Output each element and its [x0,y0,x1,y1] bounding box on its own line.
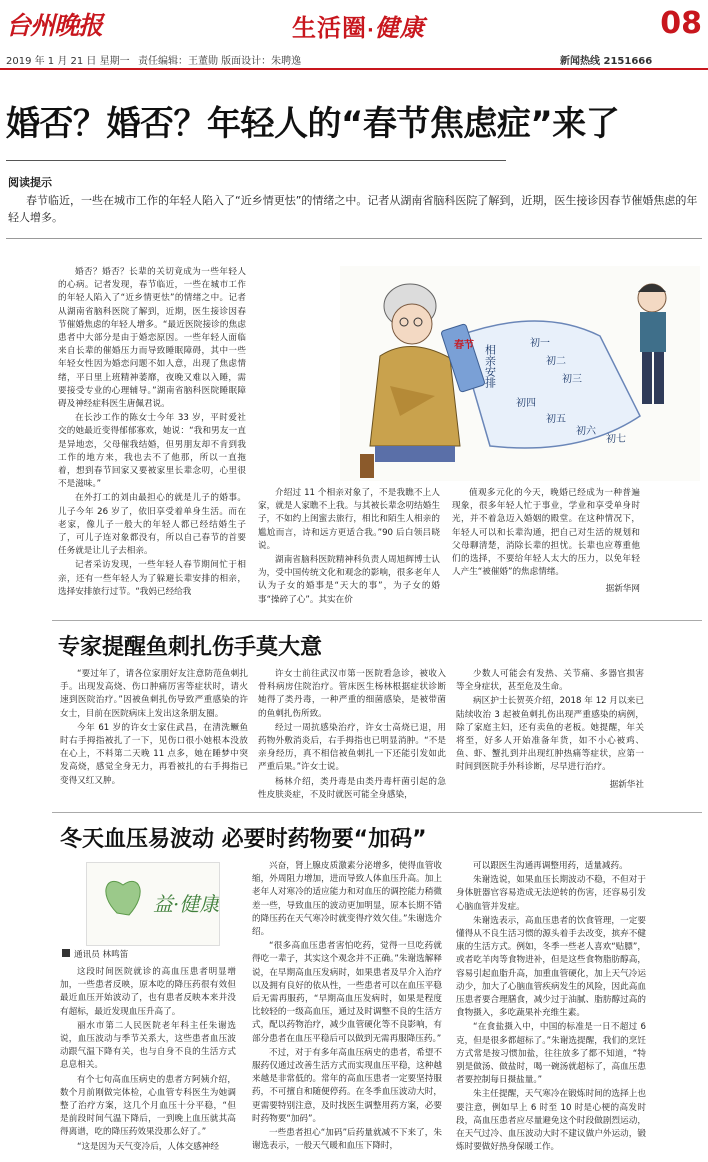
health-logo [86,862,220,946]
masthead-divider [0,68,708,70]
paragraph: 在外打工的刘由最担心的就是儿子的婚事。儿子今年 26 岁了，依旧享受着单身生活。而在老家，像儿子一般大的年轻人都已经结婚生子了，可儿子连对象都没有，所以自己春节的首要任务就是让儿子去相亲。 [58,493,246,557]
young-man-leg [654,352,664,404]
illustration-svg [340,266,700,481]
paper-logo: 台州晚报 [6,11,103,40]
issue-date: 2019 年 1 月 21 日 星期一 [6,56,130,67]
paragraph: 在长沙工作的陈女士今年 33 岁，平时爱社交的她最近变得郁郁寡欢，她说：“我和男友一直是异地恋，父母催我结婚，但男朋友却不肯到我工作的地方来，我也去不了他那，所以一直拖着，想到春节回家又要被家里长辈念叨，心里很不是滋味。” [58,413,246,490]
lead-column-1 [58,266,246,600]
paragraph: 今年 61 岁的许女士家住武昌，在清洗鳜鱼时右手拇指被扎了一下，见伤口很小她根本没放在心上，不料第二天晚 11 点多，她在睡梦中突发高烧，感觉全身无力，再看被扎的右手拇指已变得又红又肿。 [60,722,248,786]
page-number: 08 [660,6,702,41]
paragraph: “在食盐摄入中，中国的标准是一日不超过 6 克，但是很多都超标了。”朱谢选提醒，我们的烹饪方式常是按习惯加盐，往往放多了都不知道，“特别是做汤、做盐时，喝一碗汤就超标了，高血压患者要控制每日摄盐量。” [456,1022,646,1086]
heart-leaf-icon [106,881,140,915]
reporter-name: 林鸣笛 [102,950,129,960]
paragraph: “很多高血压患者害怕吃药，觉得一旦吃药就得吃一辈子，其实这个观念并不正确。”朱谢选解释说，在早期高血压发病时，如果患者及早介入治疗以及拥有良好的依从性，一些患者可以在血压平稳后无需再服药，“早期高血压发病时，如果是程度比较轻的一级高血压，通过及时调整不良的生活方式，配以药物治疗，减少血管硬化等不良影响，有部分患者在血压平稳后可以做到无需再服降压药。” [252,941,442,1044]
young-man-leg [642,352,652,404]
paragraph: 杨林介绍，类丹毒是由类丹毒杆菌引起的急性皮肤炎症，不及时就医可能全身感染， [258,776,446,800]
paragraph: 许女士前往武汉市第一医院看急诊，被收入骨科病房住院治疗。管床医生杨林根据症状诊断她得了类丹毒，一种严重的细菌感染，是被带菌的鱼刺扎伤所致。 [258,669,446,719]
paragraph: 婚否？婚否？长辈的关切竟成为一些年轻人的心病。记者发现，春节临近，一些在城市工作的年轻人陷入了“近乡情更怯”的情绪之中。记者从湖南省脑科医院了解到，近期，医生接诊因春节催婚焦虑的年轻人增多。“最近医院接诊的焦虑患者中大部分是由于婚恋原因。一些年轻人面临来自长辈的催婚压力而导致睡眠障碍，其中一些年轻女性因为婚恋问题不如人意，出现了焦虑情绪，平日里上班精神萎靡，夜晚又难以入睡，需要接受专业的心理辅导。”湖南省脑科医院睡眠障碍及神经症科医生唐佩君说。 [58,267,246,410]
schedule-day: 初二 [546,356,566,367]
paragraph: 病区护士长贺英介绍，2018 年 12 月以来已陆续收治 3 起被鱼刺扎伤出现严重感染的病例，除了家庭主妇，还有卖鱼的老板。她提醒，年关将至，好多人开始准备年货，如不小心被鸡、鱼、虾、蟹扎到并出现红肿热痛等症状，应第一时间到医院手外科诊断，尽早进行治疗。 [456,696,644,773]
schedule-day: 初四 [516,398,536,409]
paragraph: 可以跟医生沟通再调整用药，适量减药。 [473,861,628,871]
bp-headline: 冬天血压易波动 必要时药物要“加码” [60,827,427,852]
schedule-day: 初一 [530,338,550,349]
paragraph: 不过，对于有多年高血压病史的患者，希望不服药仅通过改善生活方式而实现血压平稳，这种越来越是非常低的。常年的高血压患者一定要坚持服药，不可擅自和随便停药。在冬季血压波动大时，更需要特别注意，及时找医生调整用药方案，必要时药物要“加码”。 [252,1047,442,1124]
paragraph: 有个七旬高血压病史的患者方阿姨介绍，数个月前刚做完体检，心血管专科医生为她调整了治疗方案，这几个月血压十分平稳，“但是前段时间气温下降后，一到晚上血压就其高得离谱，吃的降压药效果没那么好了。” [60,1074,236,1138]
section-subname: 健康 [374,13,425,42]
health-logo-svg [87,863,219,945]
paragraph: 少数人可能会有发热、关节痛、多器官损害等全身症状，甚至危及生命。 [456,669,644,693]
reporter-line [62,948,128,960]
young-man-shirt [640,312,666,352]
section-title [292,8,425,43]
fishbone-column-1 [60,668,248,789]
paragraph: 记者采访发现，一些年轻人春节期间忙于相亲，还有一些年轻人为了躲避长辈安排的相亲，选择安排旅行过节。“我妈已经给我 [58,560,246,597]
schedule-day: 初三 [562,374,582,385]
lead-column-3 [452,487,640,597]
fishbone-source: 据新华社 [609,779,644,790]
paragraph: 丽水市第二人民医院老年科主任朱谢选说，血压波动与季节关系大，这些患者血压波动跟气温下降有关，也与自身不良的生活方式息息相关。 [60,1020,236,1071]
guide-label: 阅读提示 [8,176,52,189]
section-dot: · [367,20,375,41]
paragraph: 值观多元化的今天，晚婚已经成为一种普遍现象，很多年轻人忙于事业，学业和享受单身时光，并不着急迈入婚姻的殿堂。在这种情况下，年轻人可以和长辈沟通，把自己对生活的规划和父母聊清楚，消除长辈的担忧。长辈也应尊重他们的选择，不要给年轻人太大的压力，以免年轻人产生“被催婚”的焦虑情绪。 [452,488,640,578]
paragraph: 朱主任提醒，天气寒冷在锻炼时间的选择上也要注意，例如早上 6 时至 10 时是心梗的高发时段，高血压患者应尽量避免这个时段做剧烈运动，在天气过冷、血压波动大时不建议做户外运动，锻炼时要做好热身保暖工作。 [456,1089,646,1153]
paragraph: 介绍过 11 个相亲对象了，不是我瞧不上人家，就是人家瞧不上我。与其被长辈念叨结婚生子，不如约上闺蜜去旅行，相比和陌生人相亲的尴尬而言，诗和远方更适合我。”90 后白领吕晓说。 [258,488,440,551]
banner-title: 春节 [454,340,474,351]
fishbone-headline: 专家提醒鱼刺扎伤手莫大意 [58,635,323,660]
chair-leg [360,454,374,478]
guide-text: 春节临近，一些在城市工作的年轻人陷入了“近乡情更怯”的情绪之中。记者从湖南省脑科医院了解到，近期，医生接诊因春节催婚焦虑的年轻人增多。 [8,194,698,224]
reporter-icon [62,949,70,957]
paragraph: 朱谢选表示，高血压患者的饮食管理，一定要懂得从不良生活习惯的源头着手去改变，摈弃不健康的生活方式。例如，冬季一些老人喜欢“贴膘”，或者吃羊肉等食物进补，但是这些食物脂肪醇高，容易引起血脂升高，加重血管硬化，加上天气冷运动少，加大了心脑血管疾病发生的风险，因此高血压患者要合理膳食，减少过于油腻、脂肪醇过高的食物摄入，多吃蔬果补充维生素。 [456,915,646,1019]
paragraph: 朱谢选说，如果血压长期波动不稳，不但对于身体脏器官容易造成无法逆转的伤害，还容易引发心脑血管并发症。 [456,875,646,912]
section-rule [52,812,702,813]
lead-source: 据新华网 [605,584,640,595]
paragraph: 这段时间医院就诊的高血压患者明显增加，一些患者反映，原本吃的降压药很有效但最近血压开始波动了，也有患者反映本来并没有超标，最近发现血压升高了。 [60,967,236,1017]
young-man-hair [638,284,666,292]
bp-column-2 [252,860,442,1154]
paragraph: 一些患者担心“加码”后药量就减不下来了，朱谢选表示，一般天气暖和血压下降时， [252,1128,442,1152]
reporter-label: 通讯员 [74,950,100,960]
section-name: 生活圈 [292,14,367,42]
grandma-skirt [375,446,455,462]
headline-rule [6,160,506,161]
grandma-face [392,304,432,344]
date-bar [0,48,708,68]
schedule-day: 初五 [546,414,566,425]
lead-headline: 婚否？婚否？年轻人的“春节焦虑症”来了 [6,104,620,144]
bp-column-3 [456,860,646,1155]
paragraph: “要过年了，请各位家朋好友注意防范鱼刺扎手。出现发高烧、伤口肿痛厉害等症状时，请火速到医院治疗。”因被鱼刺扎伤导致严重感染的许女士，目前在医院病床上发出这条朋友圈。 [60,669,248,719]
schedule-day: 初六 [576,426,596,437]
section-rule [52,620,702,621]
paragraph: 经过一周抗感染治疗，许女士高烧已退，用药物外敷消炎后，右手拇指也已明显消肿。“不是亲身经历，真不相信被鱼刺扎一下还能引发如此严重后果。”许女士说。 [258,722,446,773]
fishbone-column-2 [258,668,446,803]
news-hotline: 新闻热线 2151666 [560,56,653,67]
schedule-day: 初七 [606,434,626,445]
editor-credits: 责任编辑：王董勋 版面设计：朱聘逸 [138,56,302,67]
lead-column-2 [258,487,440,608]
schedule-scroll [441,321,640,448]
health-logo-text: 益·健康 [153,892,219,916]
bp-column-1 [60,966,236,1155]
fishbone-column-3 [456,668,644,792]
paragraph: 湖南省脑科医院精神科负责人周旭辉博士认为，受中国传统文化和观念的影响，很多老年人认为子女的婚事是“天大的事”，为子女的婚事“操碎了心”。其实在价 [258,555,440,605]
paragraph: “这是因为天气变冷后，人体交感神经 [77,1141,219,1152]
illustration-grandma-schedule [340,266,700,481]
banner-subtitle: 相亲安排 [483,344,497,388]
guide-rule [6,238,702,239]
paragraph: 兴奋，肾上腺皮质激素分泌增多，使得血管收缩，外周阻力增加，进而导致人体血压升高。加上老年人对寒冷的适应能力和对血压的调控能力稍微差一些，导致血压的波动更加明显，原本长期不错的降压药在天气寒冷时就变得疗效欠佳。”朱谢选介绍。 [252,861,442,938]
